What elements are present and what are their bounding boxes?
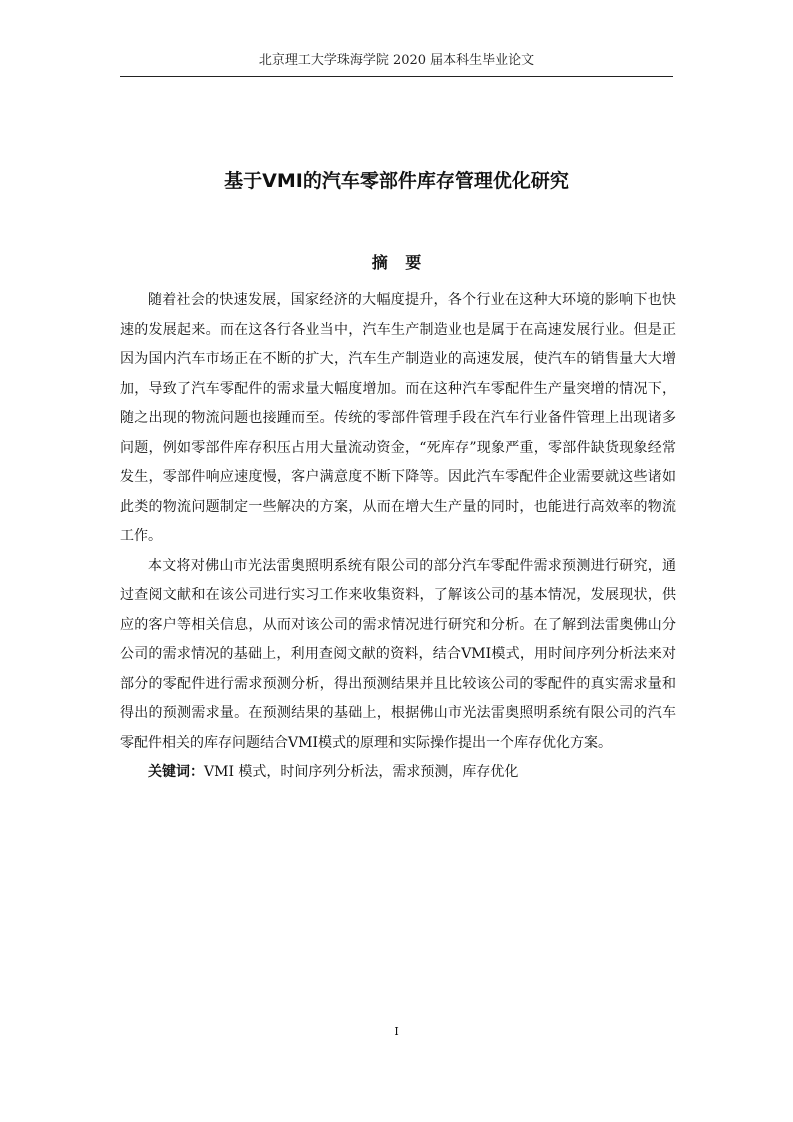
abstract-paragraph-2: 本文将对佛山市光法雷奥照明系统有限公司的部分汽车零配件需求预测进行研究，通过查阅文献和在该公司进行实习工作来收集资料，了解该公司的基本情况，发展现状，供应的客户等相关信息，从而对该公司的需求情况进行研究和分析。在了解到法雷奥佛山分公司的需求情况的基础上，利用查阅文献的资料，结合VMI模式，用时间序列分析法来对部分的零配件进行需求预测分析，得出预测结果并且比较该公司的零配件的真实需求量和得出的预测需求量。在预测结果的基础上，根据佛山市光法雷奥照明系统有限公司的汽车零配件相关的库存问题结合VMI模式的原理和实际操作提出一个库存优化方案。	[120, 557, 676, 751]
abstract-body	[120, 286, 676, 788]
abstract-heading: 摘要	[371, 253, 439, 272]
keywords-text: VMI 模式，时间序列分析法，需求预测，库存优化	[204, 764, 519, 780]
keywords-line	[120, 758, 676, 788]
running-header: 北京理工大学珠海学院 2020 届本科生毕业论文	[120, 52, 673, 77]
thesis-title: 基于VMI的汽车零部件库存管理优化研究	[224, 170, 569, 192]
page-number: I	[394, 1025, 399, 1038]
abstract-paragraph-1: 随着社会的快速发展，国家经济的大幅度提升，各个行业在这种大环境的影响下也快速的发展起来。而在这各行各业当中，汽车生产制造业也是属于在高速发展行业。但是正因为国内汽车市场正在不断的扩大，汽车生产制造业的高速发展，使汽车的销售量大大增加，导致了汽车零配件的需求量大幅度增加。而在这种汽车零配件生产量突增的情况下，随之出现的物流问题也接踵而至。传统的零部件管理手段在汽车行业备件管理上出现诸多问题，例如零部件库存积压占用大量流动资金，“死库存”现象严重，零部件缺货现象经常发生，零部件响应速度慢，客户满意度不断下降等。因此汽车零配件企业需要就这些诸如此类的物流问题制定一些解决的方案，从而在增大生产量的同时，也能进行高效率的物流工作。	[120, 292, 676, 544]
keywords-label: 关键词：	[148, 764, 204, 780]
